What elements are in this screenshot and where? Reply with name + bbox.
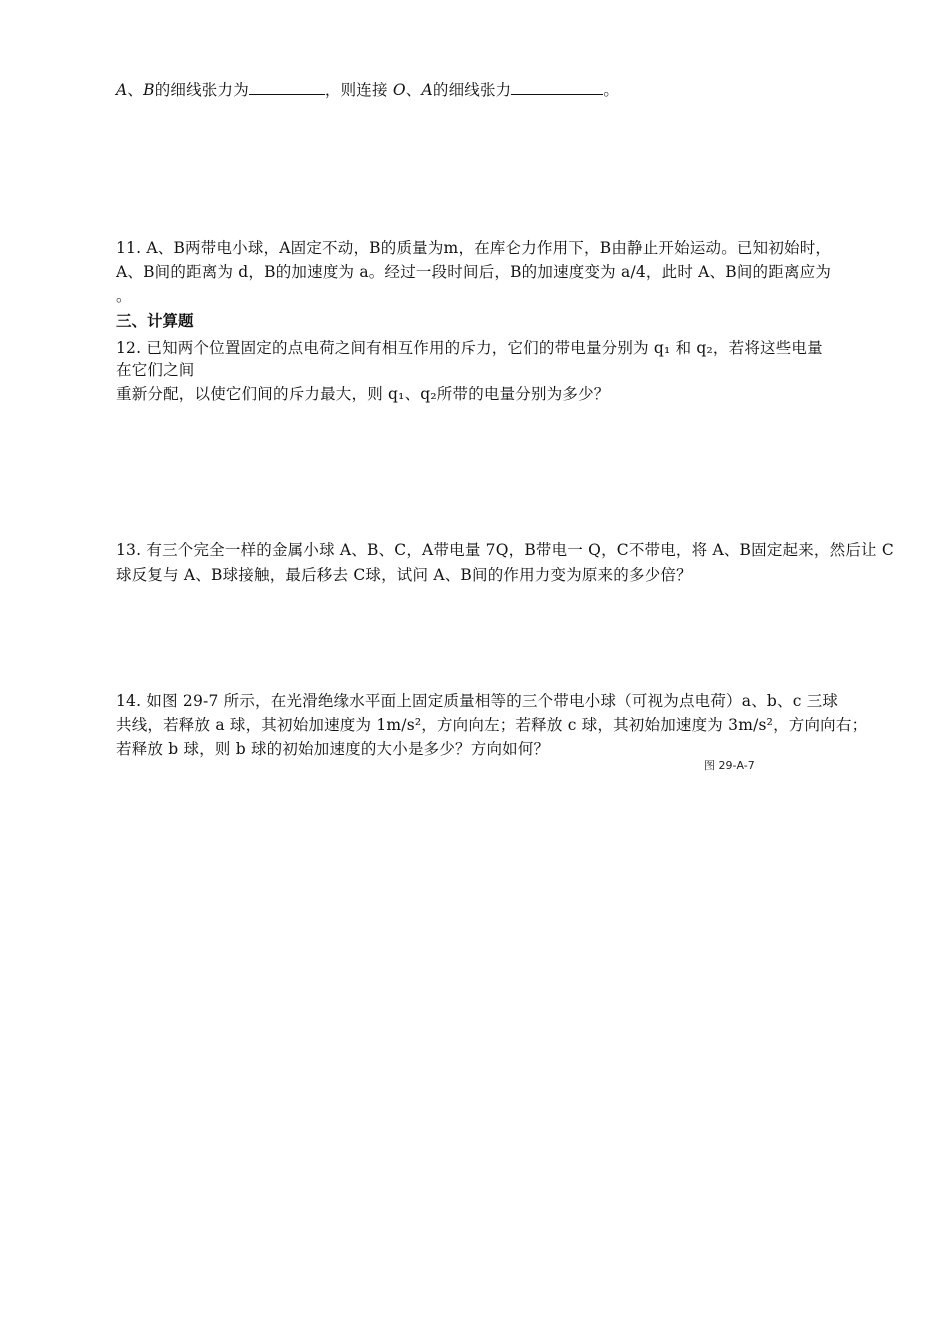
q10-var-b: B [143,81,155,99]
q12-line-3: 重新分配，以使它们间的斥力最大，则 q₁、q₂所带的电量分别为多少？ [116,385,610,403]
q10-end: 。 [603,81,620,99]
q11-line-3: 。 [116,287,132,305]
q11-line-1: 11. A、B两带电小球，A固定不动，B的质量为m，在库仑力作用下，B由静止开始运动。已知初始时， [116,239,832,257]
q10-var-o: O [392,81,406,99]
q10-var-a2: A [421,81,433,99]
q10-text-tension-2: 的细线张力 [432,81,512,99]
q10-line [116,78,619,102]
q11-line-2: A、B间的距离为 d，B的加速度为 a。经过一段时间后，B的加速度变为 a/4，此时 A、B间的距离应为 [116,263,832,281]
q10-text-connect: ，则连接 [324,81,393,99]
q14-line-2: 共线，若释放 a 球，其初始加速度为 1m/s²，方向向左；若释放 c 球，其初始加速度为 3m/s²，方向向右； [116,716,868,734]
q14-line-3: 若释放 b 球，则 b 球的初始加速度的大小是多少？方向如何？ [116,740,550,758]
q12-line-1: 12. 已知两个位置固定的点电荷之间有相互作用的斥力，它们的带电量分别为 q₁ 和 q₂，若将这些电量 [116,339,823,357]
q10-answer-blank-2[interactable] [511,80,603,95]
q13-line-1: 13. 有三个完全一样的金属小球 A、B、C，A带电量 7Q，B带电一 Q，C不带电，将 A、B固定起来，然后让 C [116,541,894,559]
q12-line-2: 在它们之间 [116,361,195,379]
figure-caption: 图 29-A-7 [704,759,755,772]
q10-sep: 、 [127,81,144,99]
q14-line-1: 14. 如图 29-7 所示，在光滑绝缘水平面上固定质量相等的三个带电小球（可视为点电荷）a、b、c 三球 [116,692,839,710]
q13-line-2: 球反复与 A、B球接触，最后移去 C球，试问 A、B间的作用力变为原来的多少倍？ [116,566,692,584]
q10-var-a: A [116,81,128,99]
q10-answer-blank-1[interactable] [249,80,325,95]
section-heading: 三、计算题 [116,312,194,330]
q10-sep-2: 、 [405,81,422,99]
q10-text-tension: 的细线张力为 [154,81,249,99]
